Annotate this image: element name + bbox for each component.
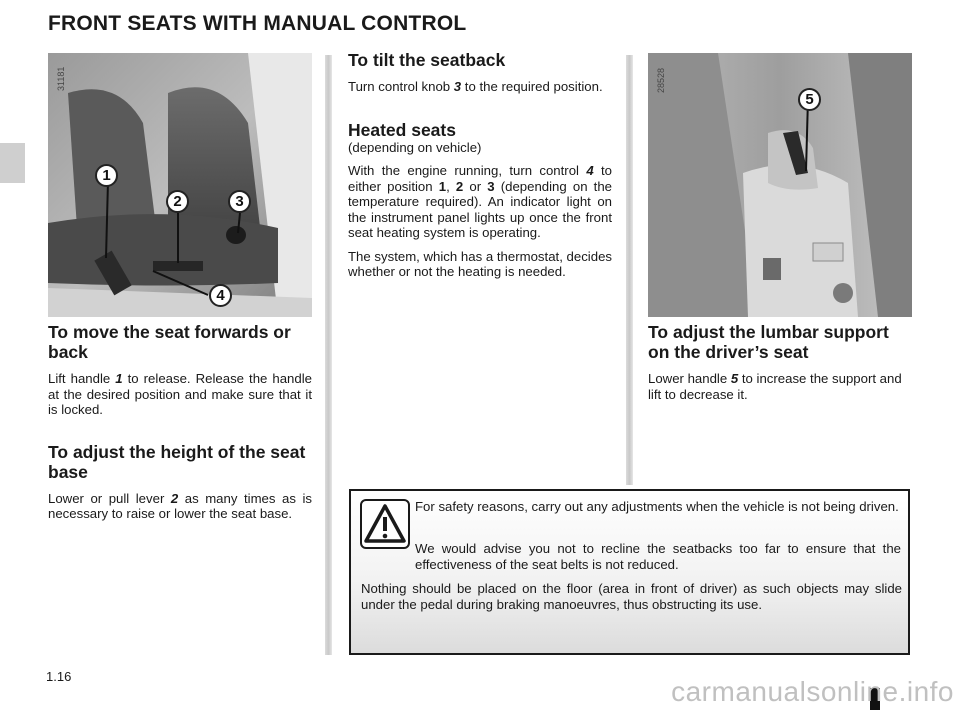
safety-warning-box xyxy=(349,489,910,655)
page-title: FRONT SEATS WITH MANUAL CONTROL xyxy=(48,12,467,35)
callout-1: 1 xyxy=(95,164,118,187)
heated-text-2: The system, which has a thermostat, decides whether or not the heating is needed. xyxy=(348,248,612,279)
callout-5: 5 xyxy=(798,88,821,111)
callout-2: 2 xyxy=(166,190,189,213)
heading-heated-seats: Heated seats xyxy=(348,119,456,140)
seat-controls-drawing xyxy=(48,53,312,317)
move-seat-text: Lift handle 1 to release. Release the handle at the desired position and make sure that it is locked. xyxy=(48,371,312,417)
warning-triangle-icon-graphic xyxy=(362,501,408,547)
heated-note: (depending on vehicle) xyxy=(348,139,482,155)
warning-text-2: We would advise you not to recline the seatbacks too far to ensure that the effectiveness of the seat belts is not reduced. xyxy=(415,541,901,572)
lumbar-handle-drawing xyxy=(648,53,912,317)
heading-move-seat: To move the seat forwards or back xyxy=(48,322,291,362)
figure-code: 28528 xyxy=(656,67,666,93)
heading-lumbar-support: To adjust the lumbar support on the driver’s seat xyxy=(648,322,889,362)
middle-column xyxy=(348,50,612,280)
lumbar-text: Lower handle 5 to increase the support and lift to decrease it. xyxy=(648,371,902,402)
heading-seat-height: To adjust the height of the seat base xyxy=(48,441,306,482)
page-number: 1.16 xyxy=(46,669,72,684)
warning-triangle-icon xyxy=(360,499,410,549)
left-column xyxy=(48,322,312,522)
lumbar-handle-illustration xyxy=(648,53,912,317)
callout-4: 4 xyxy=(209,284,232,307)
right-column xyxy=(648,322,912,402)
heading-tilt-seatback: To tilt the seatback xyxy=(348,50,506,70)
warning-text-1: For safety reasons, carry out any adjustments when the vehicle is not being driven. xyxy=(415,499,899,514)
watermark: carmanualsonline.info xyxy=(671,676,954,707)
heated-text-1: With the engine running, turn control 4 to either position 1, 2 or 3 (depending on the temperature required). An indicator light on the instrument panel lights up once the front seat heating system is operating. xyxy=(348,163,613,240)
column-divider-left xyxy=(325,55,332,655)
column-divider-right xyxy=(626,55,633,485)
chapter-tab xyxy=(0,143,25,183)
figure-code: 31181 xyxy=(56,66,66,91)
seat-height-text: Lower or pull lever 2 as many times as is necessary to raise or lower the seat base. xyxy=(48,490,312,521)
callout-3: 3 xyxy=(228,190,251,213)
warning-text-3: Nothing should be placed on the floor (area in front of driver) as such objects may slide under the pedal during braking manoeuvres, thus obstructing its use. xyxy=(361,581,902,612)
seat-controls-illustration xyxy=(48,53,312,317)
tilt-text: Turn control knob 3 to the required position. xyxy=(348,79,603,94)
